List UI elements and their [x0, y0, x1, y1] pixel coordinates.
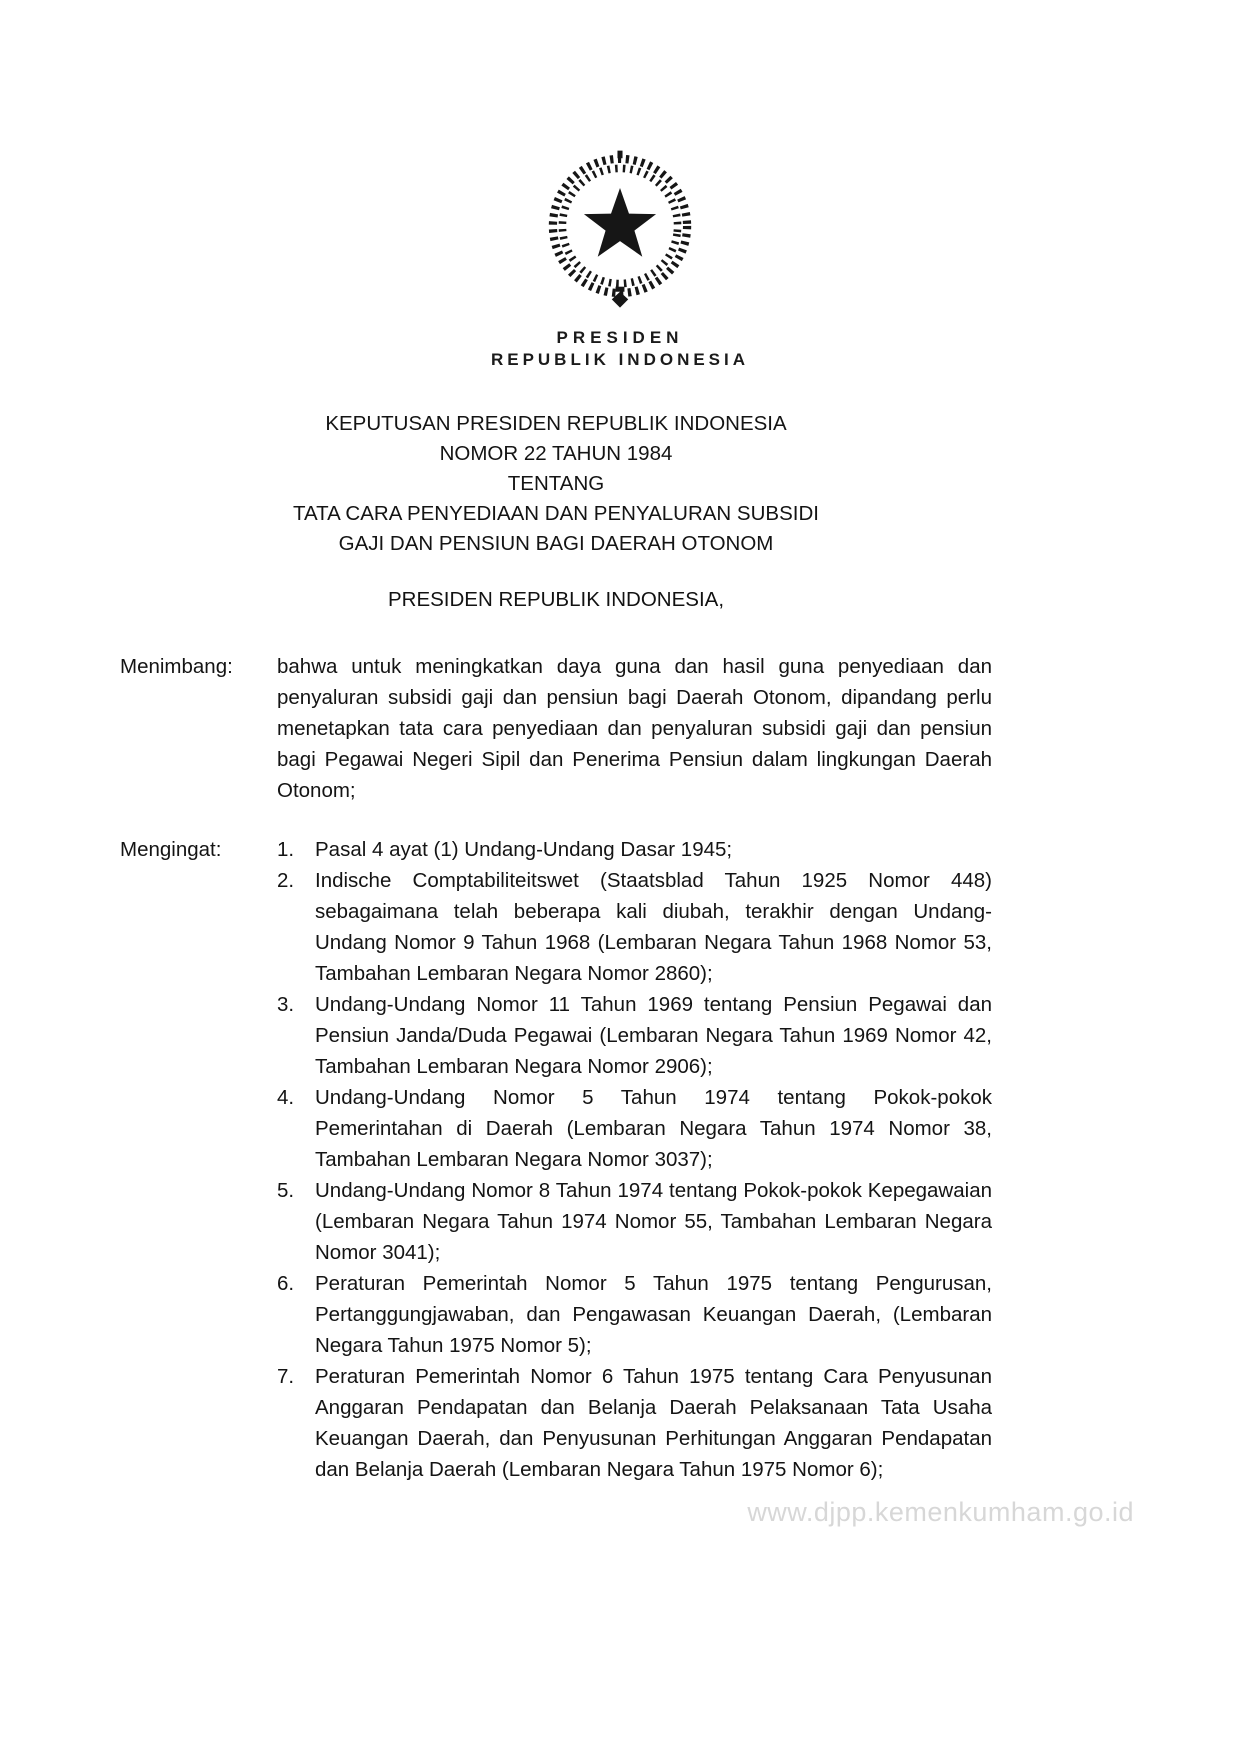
list-item — [277, 1268, 992, 1361]
list-item-number: 7. — [277, 1365, 295, 1388]
section-label-menimbang: Menimbang: — [120, 655, 233, 678]
letterhead-line-republik: REPUBLIK INDONESIA — [490, 350, 750, 369]
letterhead — [0, 0, 1240, 371]
list-item — [277, 834, 992, 865]
list-item-text: Undang-Undang Nomor 11 Tahun 1969 tentang Pensiun Pegawai dan Pensiun Janda/Duda Pegawai (Lembaran Negara Tahun 1969 Nomor 42, Tambahan Lembaran Negara Nomor 2906); — [315, 993, 992, 1078]
list-item-text: Peraturan Pemerintah Nomor 6 Tahun 1975 tentang Cara Penyusunan Anggaran Pendapatan dan Belanja Daerah Pelaksanaan Tata Usaha Keuangan Daerah, dan Penyusunan Perhitungan Anggaran Pendapatan dan Belanja Daerah (Lembaran Negara Tahun 1975 Nomor 6); — [315, 1365, 992, 1481]
mengingat-list — [277, 834, 992, 1485]
list-item-number: 6. — [277, 1272, 295, 1295]
letterhead-org — [0, 327, 1240, 371]
list-item — [277, 865, 992, 989]
list-item — [277, 1082, 992, 1175]
menimbang-paragraph: bahwa untuk meningkatkan daya guna dan hasil guna penyediaan dan penyaluran subsidi gaji dan pensiun bagi Daerah Otonom, dipandang perlu menetapkan tata cara penyediaan dan penyaluran subsidi gaji dan pensiun bagi Pegawai Negeri Sipil dan Penerima Pensiun dalam lingkungan Daerah Otonom; — [277, 655, 992, 802]
title-line-5: GAJI DAN PENSIUN BAGI DAERAH OTONOM — [338, 532, 774, 555]
title-line-4: TATA CARA PENYEDIAAN DAN PENYALURAN SUBSIDI — [293, 502, 819, 525]
title-line-1: KEPUTUSAN PRESIDEN REPUBLIK INDONESIA — [325, 412, 787, 435]
section-menimbang — [120, 651, 992, 806]
decree-title — [120, 409, 992, 559]
list-item — [277, 989, 992, 1082]
section-mengingat — [120, 834, 992, 1485]
salutation: PRESIDEN REPUBLIK INDONESIA, — [387, 588, 725, 611]
list-item-number: 5. — [277, 1179, 295, 1202]
list-item-text: Undang-Undang Nomor 8 Tahun 1974 tentang Pokok-pokok Kepegawaian (Lembaran Negara Tahun 1974 Nomor 55, Tambahan Lembaran Negara Nomor 3041); — [315, 1179, 992, 1264]
title-line-3: TENTANG — [507, 472, 605, 495]
title-line-2: NOMOR 22 TAHUN 1984 — [439, 442, 673, 465]
presidential-seal-icon — [544, 150, 696, 312]
document-body — [120, 409, 992, 1485]
list-item-text: Pasal 4 ayat (1) Undang-Undang Dasar 1945; — [315, 838, 733, 861]
list-item-number: 4. — [277, 1086, 295, 1109]
list-item-number: 2. — [277, 869, 295, 892]
list-item — [277, 1361, 992, 1485]
list-item-text: Peraturan Pemerintah Nomor 5 Tahun 1975 tentang Pengurusan, Pertanggungjawaban, dan Pengawasan Keuangan Daerah, (Lembaran Negara Tahun 1975 Nomor 5); — [315, 1272, 992, 1357]
section-label-mengingat: Mengingat: — [120, 838, 222, 861]
list-item-text: Undang-Undang Nomor 5 Tahun 1974 tentang Pokok-pokok Pemerintahan di Daerah (Lembaran Negara Tahun 1974 Nomor 38, Tambahan Lembaran Negara Nomor 3037); — [315, 1086, 992, 1171]
list-item-number: 3. — [277, 993, 295, 1016]
list-item-number: 1. — [277, 838, 295, 861]
site-watermark: www.djpp.kemenkumham.go.id — [747, 1497, 1134, 1527]
list-item-text: Indische Comptabiliteitswet (Staatsblad Tahun 1925 Nomor 448) sebagaimana telah beberapa kali diubah, terakhir dengan Undang-Undang Nomor 9 Tahun 1968 (Lembaran Negara Tahun 1968 Nomor 53, Tambahan Lembaran Negara Nomor 2860); — [315, 869, 992, 985]
letterhead-line-presiden: PRESIDEN — [556, 328, 684, 347]
list-item — [277, 1175, 992, 1268]
